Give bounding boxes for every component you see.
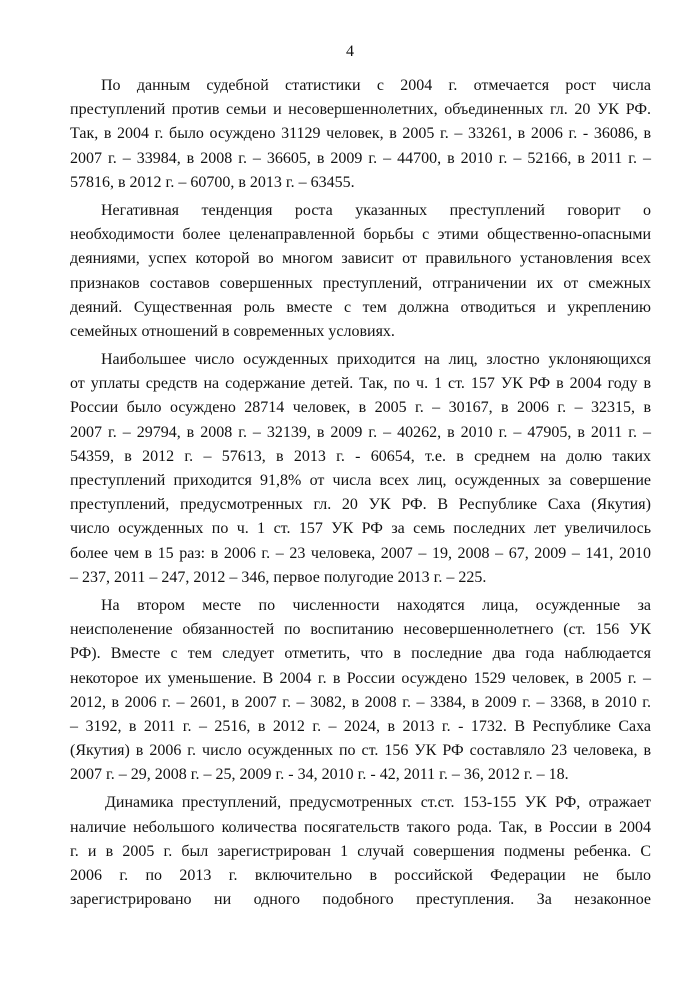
text-line: преступлений против семьи и несовершеннолетних, объединенных гл. 20 УК РФ. xyxy=(70,101,651,119)
text-line: 57816, в 2012 г. – 60700, в 2013 г. – 63455. xyxy=(70,173,355,191)
paragraph-2 xyxy=(70,199,651,344)
text-line: 2007 г. – 29, 2008 г. – 25, 2009 г. - 34, 2010 г. - 42, 2011 г. – 36, 2012 г. – 18. xyxy=(70,766,569,784)
text-line: более чем в 15 раз: в 2006 г. – 23 человека, 2007 – 19, 2008 – 67, 2009 – 141, 2010 xyxy=(70,544,651,562)
paragraph-5 xyxy=(70,791,651,912)
text-line: Негативная тенденция роста указанных преступлений говорит о xyxy=(101,201,651,219)
text-line: зарегистрировано ни одного подобного преступления. За незаконное xyxy=(70,891,651,909)
text-line: преступлений приходится 91,8% от числа всех лиц, осужденных за совершение xyxy=(70,472,651,489)
page-number: 4 xyxy=(346,43,354,60)
text-line: – 237, 2011 – 247, 2012 – 346, первое полугодие 2013 г. – 225. xyxy=(70,568,487,586)
text-line: 2007 г. – 33984, в 2008 г. – 36605, в 2009 г. – 44700, в 2010 г. – 52166, в 2011 г. – xyxy=(70,149,651,167)
text-line: Наибольшее число осужденных приходится на лиц, злостно уклоняющихся xyxy=(101,351,651,369)
text-line: 2012, в 2006 г. – 2601, в 2007 г. – 3082, в 2008 г. – 3384, в 2009 г. – 3368, в 2010 г. xyxy=(70,693,651,711)
paragraph-4 xyxy=(70,594,651,788)
paragraph-1 xyxy=(70,74,651,195)
text-line: России было осуждено 28714 человек, в 2005 г. – 30167, в 2006 г. – 32315, в xyxy=(70,399,651,417)
text-line: число осужденных по ч. 1 ст. 157 УК РФ за семь последних лет увеличилось xyxy=(70,520,651,538)
text-line: наличие небольшого количества посягательств такого рода. Так, в России в 2004 xyxy=(70,818,651,836)
text-line: признаков составов совершенных преступлений, отграничении их от смежных xyxy=(70,274,651,292)
paragraph-3 xyxy=(70,348,651,590)
text-line: Так, в 2004 г. было осуждено 31129 человек, в 2005 г. – 33261, в 2006 г. - 36086, в xyxy=(70,125,651,143)
text-line: деяниями, успех которой во многом зависит от правильного установления всех xyxy=(70,250,651,268)
text-line: от уплаты средств на содержание детей. Так, по ч. 1 ст. 157 УК РФ в 2004 году в xyxy=(70,375,651,393)
text-line: 2006 г. по 2013 г. включительно в российской Федерации не было xyxy=(70,867,651,884)
text-line: г. и в 2005 г. был зарегистрирован 1 случай совершения подмены ребенка. С xyxy=(70,842,651,860)
text-line: (Якутия) в 2006 г. число осужденных по ст. 156 УК РФ составляло 23 человека, в xyxy=(70,742,651,760)
text-line: деяний. Существенная роль вместе с тем должна отводиться и укреплению xyxy=(70,298,651,316)
body-text xyxy=(70,74,651,912)
text-line: необходимости более целенаправленной борьбы с этими общественно-опасными xyxy=(70,226,651,244)
text-line: На втором месте по численности находятся лица, осужденные за xyxy=(101,596,651,614)
text-line: По данным судебной статистики с 2004 г. отмечается рост числа xyxy=(101,77,651,94)
text-line: Динамика преступлений, предусмотренных ст.ст. 153-155 УК РФ, отражает xyxy=(105,794,651,812)
text-line: 2007 г. – 29794, в 2008 г. – 32139, в 2009 г. – 40262, в 2010 г. – 47905, в 2011 г. – xyxy=(70,423,651,441)
text-line: семейных отношений в современных условиях. xyxy=(70,322,395,340)
text-line: неисполенение обязанностей по воспитанию несовершеннолетнего (ст. 156 УК xyxy=(70,621,651,639)
text-line: некоторое их уменьшение. В 2004 г. в России осуждено 1529 человек, в 2005 г. – xyxy=(70,669,651,687)
text-line: – 3192, в 2011 г. – 2516, в 2012 г. – 2024, в 2013 г. - 1732. В Республике Саха xyxy=(70,717,651,735)
text-line: РФ). Вместе с тем следует отметить, что в последние два года наблюдается xyxy=(70,645,651,663)
text-line: 54359, в 2012 г. – 57613, в 2013 г. - 60654, т.е. в среднем на долю таких xyxy=(70,447,651,465)
text-line: преступлений, предусмотренных гл. 20 УК РФ. В Республике Саха (Якутия) xyxy=(70,496,651,514)
